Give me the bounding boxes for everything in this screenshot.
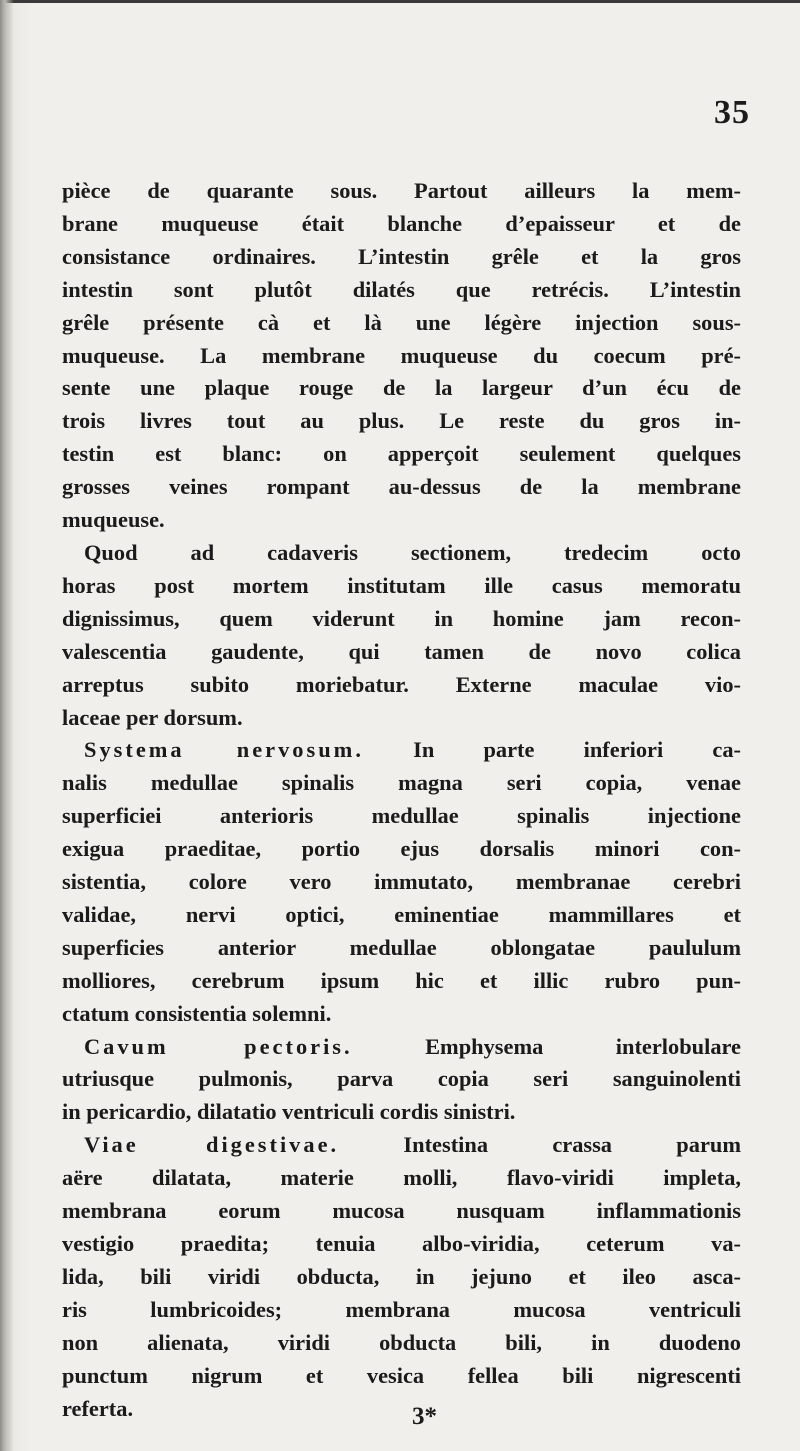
top-edge-rule (0, 0, 800, 3)
text-line: utriusque pulmonis, parva copia seri sanguinolenti (62, 1066, 741, 1092)
text-line: aëre dilatata, materie molli, flavo-viridi impleta, (62, 1165, 741, 1191)
text-fragment: Intestina crassa parum (403, 1132, 741, 1158)
text-line: valescentia gaudente, qui tamen de novo colica (62, 638, 741, 664)
text-line: exigua praeditae, portio ejus dorsalis minori con- (62, 836, 741, 862)
text-line: muqueuse. La membrane muqueuse du coecum pré- (62, 342, 741, 368)
section-heading-nervosum: Systema nervosum. (84, 737, 364, 763)
text-fragment: Emphysema interlobulare (425, 1033, 741, 1059)
binding-gutter-shadow (0, 0, 14, 1451)
section-heading-pectoris: Cavum pectoris. (84, 1033, 353, 1059)
text-line: trois livres tout au plus. Le reste du gros in- (62, 408, 741, 434)
body-text (62, 175, 741, 1425)
text-line: horas post mortem institutam ille casus memoratu (62, 572, 741, 598)
text-line: grosses veines rompant au-dessus de la membrane (62, 474, 741, 500)
text-line: consistance ordinaires. L’intestin grêle et la gros (62, 243, 741, 269)
text-line: sente une plaque rouge de la largeur d’un écu de (62, 375, 741, 401)
text-line: sistentia, colore vero immutato, membranae cerebri (62, 869, 741, 895)
text-line: intestin sont plutôt dilatés que retrécis. L’intestin (62, 276, 741, 302)
text-line: in pericardio, dilatatio ventriculi cordis sinistri. (62, 1099, 516, 1125)
text-line: vestigio praedita; tenuia albo-viridia, ceterum va- (62, 1231, 741, 1256)
text-line: muqueuse. (62, 507, 165, 533)
text-line: grêle présente cà et là une légère injection sous- (62, 309, 741, 335)
text-line: lida, bili viridi obducta, in jejuno et ileo asca- (62, 1263, 741, 1289)
section-first-line (62, 734, 741, 767)
text-line: arreptus subito moriebatur. Externe maculae vio- (62, 671, 741, 697)
text-line: brane muqueuse était blanche d’epaisseur et de (62, 210, 741, 236)
text-line: molliores, cerebrum ipsum hic et illic rubro pun- (62, 967, 741, 993)
text-line: laceae per dorsum. (62, 704, 243, 730)
text-line: punctum nigrum et vesica fellea bili nigrescenti (62, 1362, 741, 1388)
section-first-line (62, 1129, 741, 1162)
text-line: nalis medullae spinalis magna seri copia, venae (62, 770, 741, 796)
text-fragment: In parte inferiori ca- (413, 737, 741, 763)
text-line: dignissimus, quem viderunt in homine jam recon- (62, 605, 741, 631)
text-line: non alienata, viridi obducta bili, in duodeno (62, 1329, 741, 1355)
text-line: pièce de quarante sous. Partout ailleurs la mem- (62, 178, 741, 203)
text-line: testin est blanc: on apperçoit seulement quelques (62, 441, 741, 467)
page-number: 35 (714, 94, 750, 131)
text-line: referta. (62, 1395, 134, 1421)
section-heading-digestivae: Viae digestivae. (84, 1132, 340, 1158)
text-line: validae, nervi optici, eminentiae mammillares et (62, 901, 741, 927)
text-line: membrana eorum mucosa nusquam inflammationis (62, 1198, 741, 1224)
section-first-line (62, 1031, 741, 1064)
text-line: superficiei anterioris medullae spinalis injectione (62, 803, 741, 829)
text-line: ris lumbricoides; membrana mucosa ventriculi (62, 1296, 741, 1322)
text-line: superficies anterior medullae oblongatae paululum (62, 934, 741, 960)
signature-mark: 3* (412, 1403, 437, 1430)
text-line: ctatum consistentia solemni. (62, 1000, 332, 1026)
text-line: Quod ad cadaveris sectionem, tredecim octo (84, 539, 741, 565)
